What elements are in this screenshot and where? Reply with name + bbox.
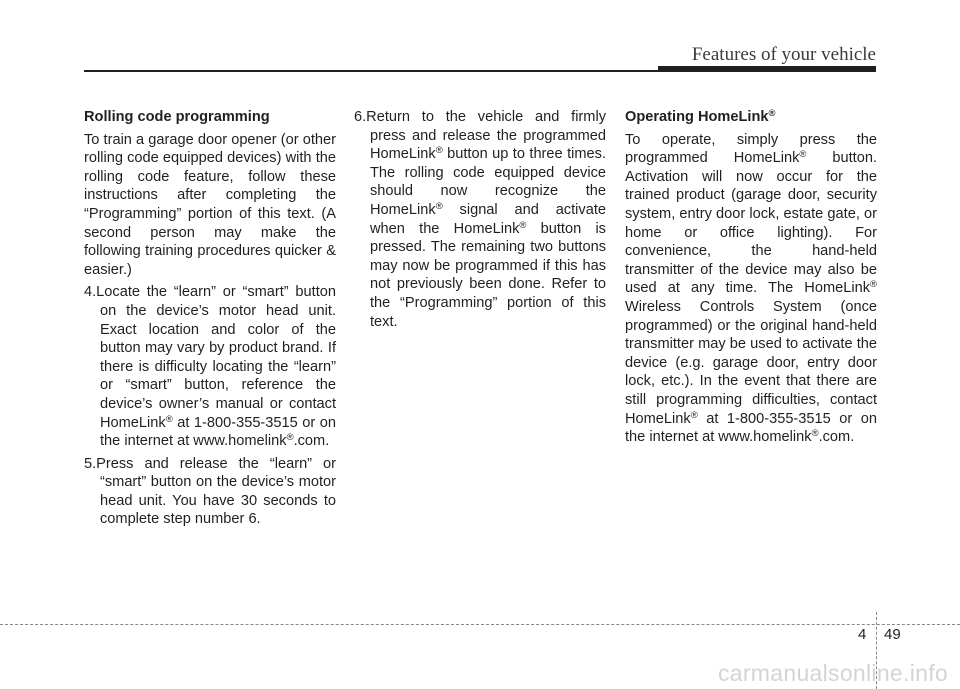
registered-mark: ® — [286, 431, 294, 443]
step-4-text-b: at 1-800-355-3515 or on the internet at www.homelink — [100, 414, 336, 450]
registered-mark: ® — [768, 107, 776, 119]
operating-body-e: .com. — [818, 429, 855, 446]
column-right — [625, 108, 877, 451]
operating-body-a: To operate, simply press the programmed HomeLink — [625, 131, 877, 167]
registered-mark: ® — [435, 200, 443, 212]
step-6-text-d: button is pressed. The remaining two buttons may now be programmed if this has not previously been done. Refer to the “Programming” portion of this text. — [370, 220, 606, 330]
column-left — [84, 108, 336, 533]
operating-body-b: button. Activation will now occur for the trained product (garage door, security system, entry door lock, estate gate, or home or office lighting). For convenience, the hand-held transmitter of the device may also be used at any time. The HomeLink — [625, 150, 877, 297]
registered-mark: ® — [690, 409, 698, 421]
step-6-text-c: signal and activate when the HomeLink — [370, 201, 606, 237]
operating-homelink-heading — [625, 108, 877, 127]
step-6-text-a: 6.Return to the vehicle and firmly press and release the programmed HomeLink — [354, 109, 606, 163]
operating-body-c: Wireless Controls System (once programmed) or the original hand-held transmitter may be used to activate the device (e.g. garage door, entry door lock, etc.). In the event that there are still programming difficulties, contact HomeLink — [625, 298, 877, 427]
registered-mark: ® — [435, 144, 443, 156]
registered-mark: ® — [811, 427, 819, 439]
step-4-text-c: .com. — [293, 433, 330, 450]
step-5: 5.Press and release the “learn” or “smart” button on the device’s motor head unit. You have 30 seconds to complete step number 6. — [84, 455, 336, 528]
step-6-text-b: button up to three times. The rolling code equipped device should now recognize the HomeLink — [370, 146, 606, 218]
watermark: carmanualsonline.info — [717, 660, 948, 686]
rolling-code-heading: Rolling code programming — [84, 109, 270, 125]
operating-heading-text: Operating HomeLink — [625, 109, 769, 125]
rolling-code-intro: To train a garage door opener (or other rolling code equipped devices) with the rolling code feature, follow these instructions after completing the “Programming” portion of this text. (A second person may make the following training procedures quicker & easier.) — [84, 131, 336, 278]
registered-mark: ® — [799, 148, 807, 160]
step-6 — [354, 108, 606, 331]
section-title: Features of your vehicle — [691, 44, 876, 65]
column-middle — [354, 108, 606, 335]
chapter-number: 4 — [858, 626, 867, 643]
page-number: 49 — [884, 626, 901, 643]
step-4 — [84, 283, 336, 450]
registered-mark: ® — [870, 279, 877, 291]
registered-mark: ® — [165, 413, 173, 425]
operating-homelink-body — [625, 131, 877, 447]
header-rule-thick — [658, 66, 876, 72]
registered-mark: ® — [519, 219, 527, 231]
operating-body-d: at 1-800-355-3515 or on the internet at www.homelink — [625, 410, 877, 446]
footer-rule — [0, 624, 960, 625]
step-4-text-a: 4.Locate the “learn” or “smart” button on the device’s motor head unit. Exact location and color of the button may vary by product brand. If there is difficulty locating the “learn” or “smart” button, reference the device’s owner’s manual or contact HomeLink — [84, 284, 336, 431]
